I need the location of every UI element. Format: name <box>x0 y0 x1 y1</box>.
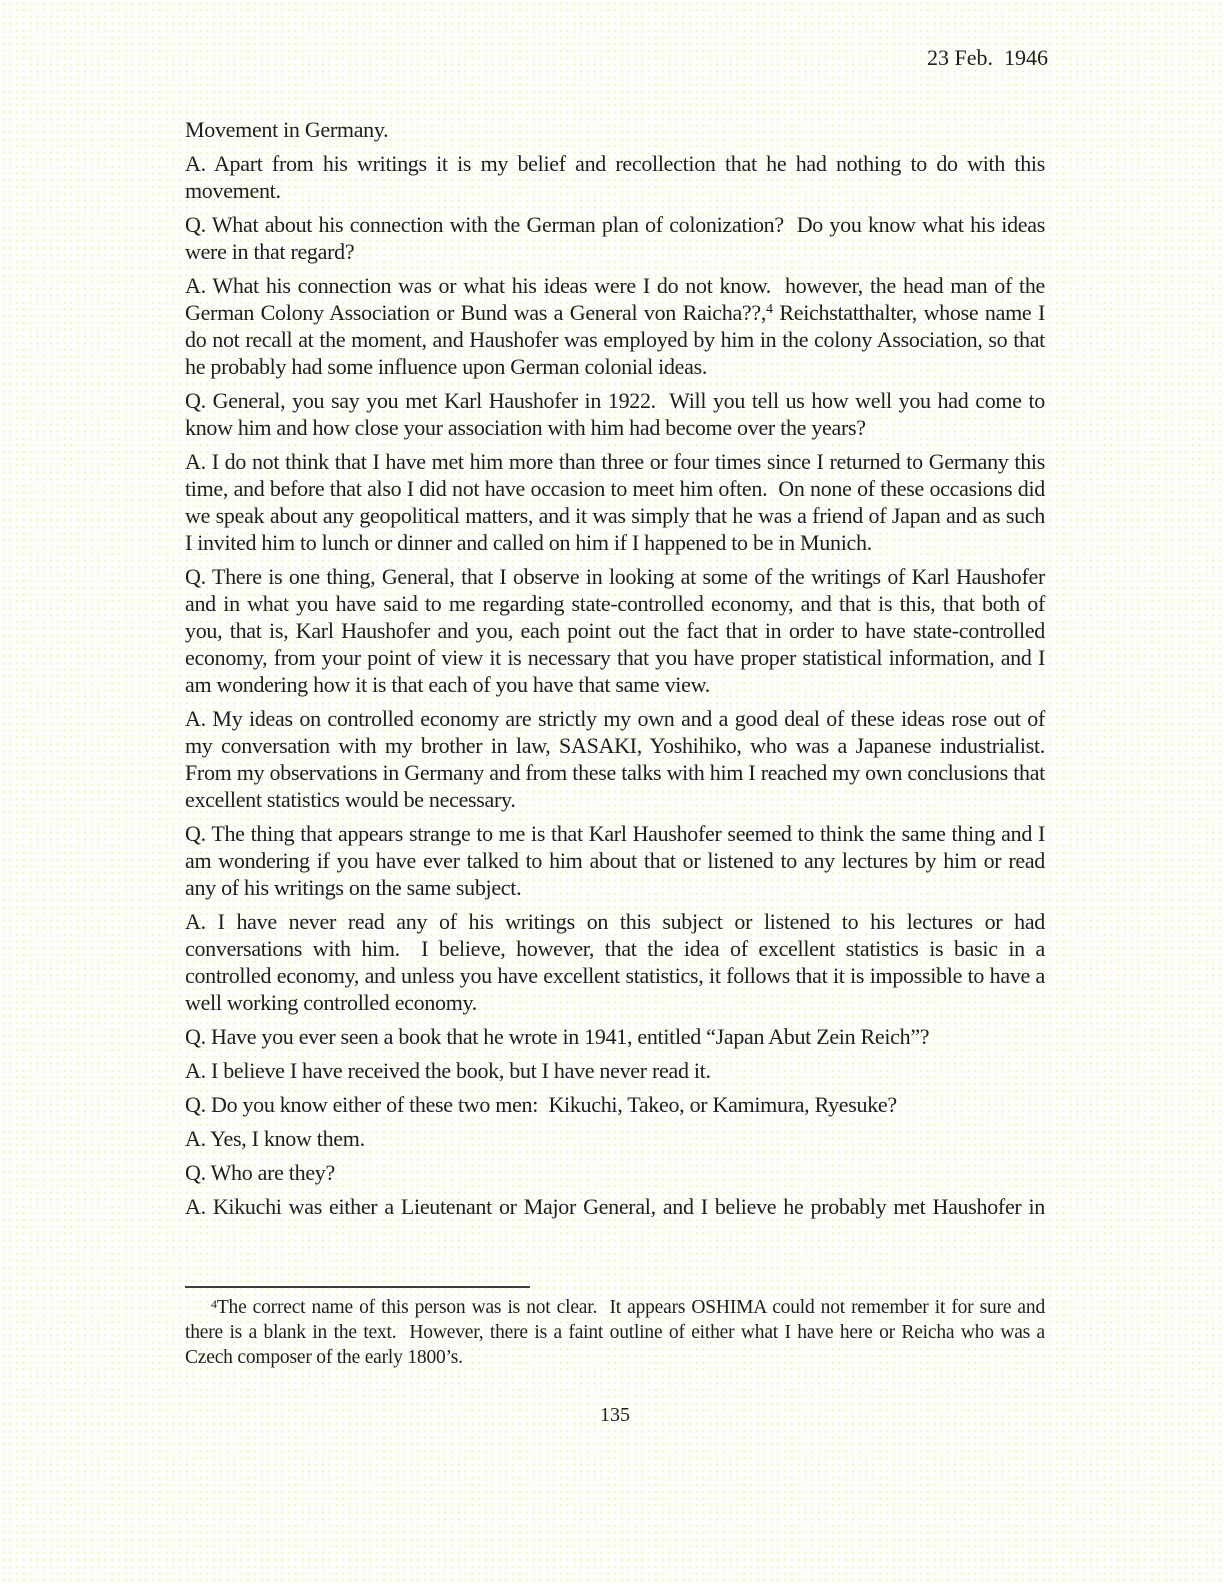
paragraph: Q. Have you ever seen a book that he wrote in 1941, entitled “Japan Abut Zein Reich”? <box>185 1024 930 1049</box>
date-header: 23 Feb. 1946 <box>927 45 1048 70</box>
paragraph: Q. What about his connection with the German plan of colonization? Do you know what his ideas were in that regard? <box>185 212 1051 264</box>
paragraph: A. Yes, I know them. <box>185 1126 365 1151</box>
paragraph: A. My ideas on controlled economy are strictly my own and a good deal of these ideas rose out of my conversation with my brother in law, SASAKI, Yoshihiko, who was a Japanese industrialist. From my observations in Germany and from these talks with him I reached my own conclusions that excellent statistics would be necessary. <box>185 706 1056 812</box>
footnote-body: The correct name of this person was is not clear. It appears OSHIMA could not remember it for sure and there is a blank in the text. However, there is a faint outline of either what I have here or Reicha who was a Czech composer of the early 1800’s. <box>185 1297 1050 1368</box>
footnote-text <box>185 1295 1050 1370</box>
paragraph: A. I believe I have received the book, but I have never read it. <box>185 1058 711 1083</box>
paragraph: Q. Do you know either of these two men: Kikuchi, Takeo, or Kamimura, Ryesuke? <box>185 1092 897 1117</box>
page-number: 135 <box>600 1404 630 1426</box>
paragraph: Q. General, you say you met Karl Haushofer in 1922. Will you tell us how well you had come to know him and how close your association with him had become over the years? <box>185 388 1051 440</box>
paragraph: Movement in Germany. <box>185 117 389 142</box>
paragraph: A. Apart from his writings it is my belief and recollection that he had nothing to do with this movement. <box>185 151 1051 203</box>
footnote <box>185 1286 1050 1370</box>
paragraph: A. I have never read any of his writings on this subject or listened to his lectures or had conversations with him. I believe, however, that the idea of excellent statistics is basic in a controlled economy, and unless you have excellent statistics, it follows that it is impossible to have a well working controlled economy. <box>185 909 1051 1015</box>
footnote-reference: 4 <box>766 302 773 317</box>
footnote-marker: 4 <box>211 1297 217 1311</box>
paragraph-text: Reichstatthalter, whose name I do not recall at the moment, and Haushofer was employed by him in the colony Association, so that he probably had some influence upon German colonial ideas. <box>185 300 1051 379</box>
paragraph: A. I do not think that I have met him more than three or four times since I returned to Germany this time, and before that also I did not have occasion to meet him often. On none of these occasions did we speak about any geopolitical matters, and it was simply that he was a friend of Japan and as such I invited him to lunch or dinner and called on him if I happened to be in Munich. <box>185 449 1051 555</box>
footnote-separator <box>185 1286 530 1288</box>
transcript-body <box>185 116 1056 1227</box>
paragraph <box>185 272 1051 380</box>
paragraph: Q. Who are they? <box>185 1160 335 1185</box>
paragraph: Q. There is one thing, General, that I observe in looking at some of the writings of Karl Haushofer and in what you have said to me regarding state-controlled economy, and that is this, that both of you, that is, Karl Haushofer and you, each point out the fact that in order to have state-controlled economy, from your point of view it is necessary that you have proper statistical information, and I am wondering how it is that each of you have that same view. <box>185 564 1051 697</box>
paragraph: Q. The thing that appears strange to me is that Karl Haushofer seemed to think the same thing and I am wondering if you have ever talked to him about that or listened to any lectures by him or read any of his writings on the same subject. <box>185 821 1051 900</box>
paragraph-text: A. What his connection was or what his ideas were I do not know. however, the head man of the German Colony Association or Bund was a General von Raicha??, <box>185 273 1051 325</box>
paragraph: A. Kikuchi was either a Lieutenant or Major General, and I believe he probably met Haushofer in <box>185 1194 1045 1219</box>
